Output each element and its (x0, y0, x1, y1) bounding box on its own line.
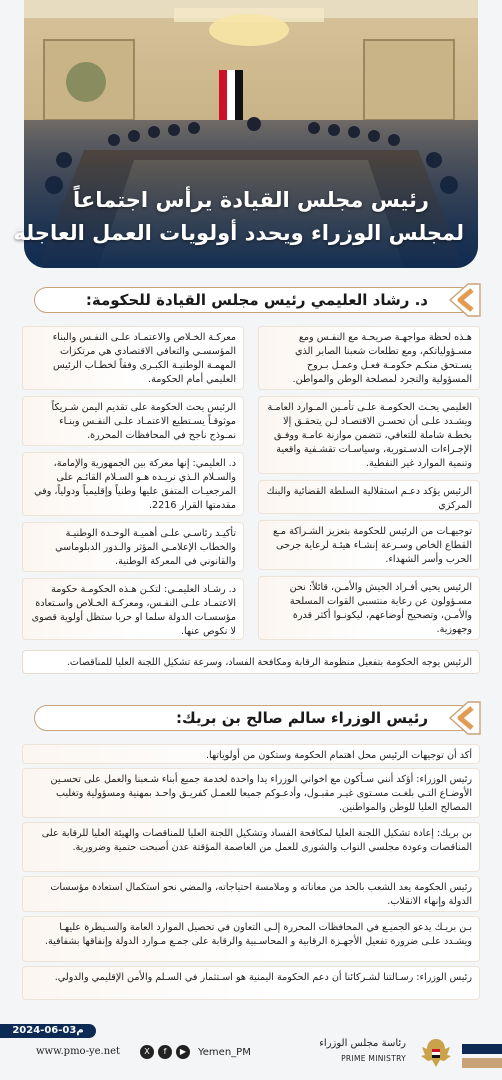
social-links (140, 1043, 251, 1061)
logo-english-text: PRIME MINISTRY (341, 1054, 406, 1063)
section-2-box-4: رئيس الحكومة يعد الشعب بالحد من معاناته و وملامسة احتياجاته، والمضي نحو استكمال استعادة مؤسسات الدولة وإنهاء الانقلاب. (22, 876, 480, 912)
corner-stripe-decoration (462, 1040, 502, 1080)
eagle-emblem-icon (418, 1036, 454, 1070)
section-1-right-box-4: توجيهـات من الرئيس للحكومة بتعزيز الشـراكة مـع القطاع الخاص وسـرعة إنشـاء هيئـة لرعاية جرحى الحرب وأسر الشهداء. (258, 520, 480, 570)
x-icon[interactable]: X (140, 1045, 154, 1059)
headline (13, 184, 478, 250)
section-2-header (20, 702, 474, 736)
section-1-full-box: الرئيس يوجه الحكومة بتفعيل منظومة الرقابة ومكافحة الفساد، وسرعة تشكيل اللجنة العليا للمناقصات. (22, 650, 480, 674)
section-1-header (20, 284, 474, 318)
facebook-icon[interactable]: f (158, 1045, 172, 1059)
date-badge: 2024-06-03م (0, 1024, 96, 1038)
chevron-left-icon (442, 282, 482, 318)
headline-line-2: لمجلس الوزراء ويحدد أولويات العمل العاجلة (13, 221, 464, 245)
section-1-left-box-5: د. رشـاد العليمـي: لتكـن هـذه الحكومـة حكومة الاعتمـاد علـى النفـس، ومعركـة الخـلاص واسـتعادة مؤسسـات الدولة سلما او حربا ستظل أولوية قصوى لا نكوص عنها. (22, 578, 244, 640)
section-2-box-5: بـن بريـك يدعو الجميـع في المحافظات المحررة إلـى التعاون في تحصيل الموارد العامة والسـيطرة عليهـا ويشـدد علـى ضرورة تفعيل الأجهـزة الرقابية و المحاسـبية والرقابة على جمـع مـوارد الدولة وإنفاقها بشفافية. (22, 916, 480, 962)
chevron-left-icon (442, 700, 482, 736)
section-2-box-6: رئيس الوزراء: رسـالتنا لشـركائنا أن دعم الحكومة اليمنية هو اسـتثمار في السـلم والأمن الإقليمي والدولي. (22, 966, 480, 1000)
section-1-left-box-4: تأكيـد رئاسـي علـى أهميـة الوحـدة الوطنيـة والخطاب الإعلامـي المؤثر والـدور الدبلوماسي والقانوني في المعركة الوطنية. (22, 522, 244, 572)
prime-ministry-logo (319, 1036, 458, 1070)
website-link[interactable]: www.pmo-ye.net (36, 1046, 121, 1057)
section-2-box-2: رئيس الوزراء: أؤكد أنني سـأكون مع اخواني الوزراء يدا واحدة لخدمة جميع أبناء شـعبنا والعمل على تحسـين الأوضـاع التـي بلغـت مسـتوى غيـر مقبـول، وأدعـوكم جميعا للعمـل كفريـق واحـد بمهنية ومسؤولية وتغليب المصالح العليا للوطن والمواطنين. (22, 768, 480, 818)
section-1-left-box-2: الرئيس يحث الحكومة على تقديم اليمن شـريكاً موثوقـاً يسـتطيع الاعتمـاد علـى النفـس وبنـاء نمـوذج ناجح في المحافظات المحررة. (22, 396, 244, 446)
social-handle[interactable]: Yemen_PM (198, 1046, 251, 1058)
youtube-icon[interactable]: ▶ (176, 1045, 190, 1059)
section-1-right-box-2: العليمي يحـث الحكومـة علـى تأمـين المـوارد العامـة ويشـدد علـى أن تحسـن الاقتصـاد لـن يتحقـق إلا بخطـة شاملة للتعافي، تتضمن موازنة عامـة ووفـق الإجـراءات الدسـتورية، وسياسـات تقشـفية واقعية وتنمية الموارد غير النفطية. (258, 396, 480, 474)
section-2-title: رئيس الوزراء سالم صالح بن بريك: (175, 709, 428, 727)
logo-arabic-text: رئاسة مجلس الوزراء (319, 1038, 406, 1049)
section-1-left-box-3: د. العليمي: إنها معركة بين الجمهورية والإمامة، والسـلام الـذي نريـده هـو السـلام القائـم على المرجعيـات المتفق عليها وطنياً وإقليمياً ودولياً، وفي مقدمتها القرار 2216. (22, 452, 244, 516)
section-2-box-1: أكد أن توجيهات الرئيس محل اهتمام الحكومة وستكون من أولوياتها. (22, 744, 480, 764)
headline-line-1: رئيس مجلس القيادة يرأس اجتماعاً (73, 188, 429, 212)
section-1-right-box-1: هـذه لحظة مواجهـة صريحـة مع النفـس ومع مسـؤولياتكم، ومع تطلعات شعبنا الصابر الذي يسـتحق منكـم حكومـة فعـل وعمـل بـروح المسؤولية والتجرد لمصلحة الوطن والمواطن. (258, 326, 480, 390)
section-2-box-3: بن بريك: إعادة تشكيل اللجنة العليا لمكافحة الفساد وتشكيل اللجنة العليا للمناقصات والهيئة العليا للرقابة على المناقصات وعودة مجلسي النواب والشورى للعمل من العاصمة المؤقتة عدن أصبحت حتمية وضرورية. (22, 822, 480, 872)
section-1-title: د. رشاد العليمي رئيس مجلس القيادة للحكومة: (85, 291, 428, 309)
section-1-right-box-5: الرئيس يحيي أفـراد الجيش والأمـن، قائلاً: نحن مسـؤولون عن رعاية منتسبي القوات المسلحة والأمـن، وتصحيح أوضاعهم، ليكونـوا أكثر قدرة وجهوزية. (258, 576, 480, 640)
section-1-left-box-1: معركـة الخـلاص والاعتمـاد علـى النفـس والبناء المؤسسـي والتعافي الاقتصادي هي مرتكزات المهمـة الوطنيـة الكبـرى وفقاً لخطـاب الرئيس العليمي أمام الحكومة. (22, 326, 244, 390)
section-1-right-box-3: الرئيس يؤكد دعـم استقلالية السلطة القضائية والبنك المركزي (258, 480, 480, 514)
